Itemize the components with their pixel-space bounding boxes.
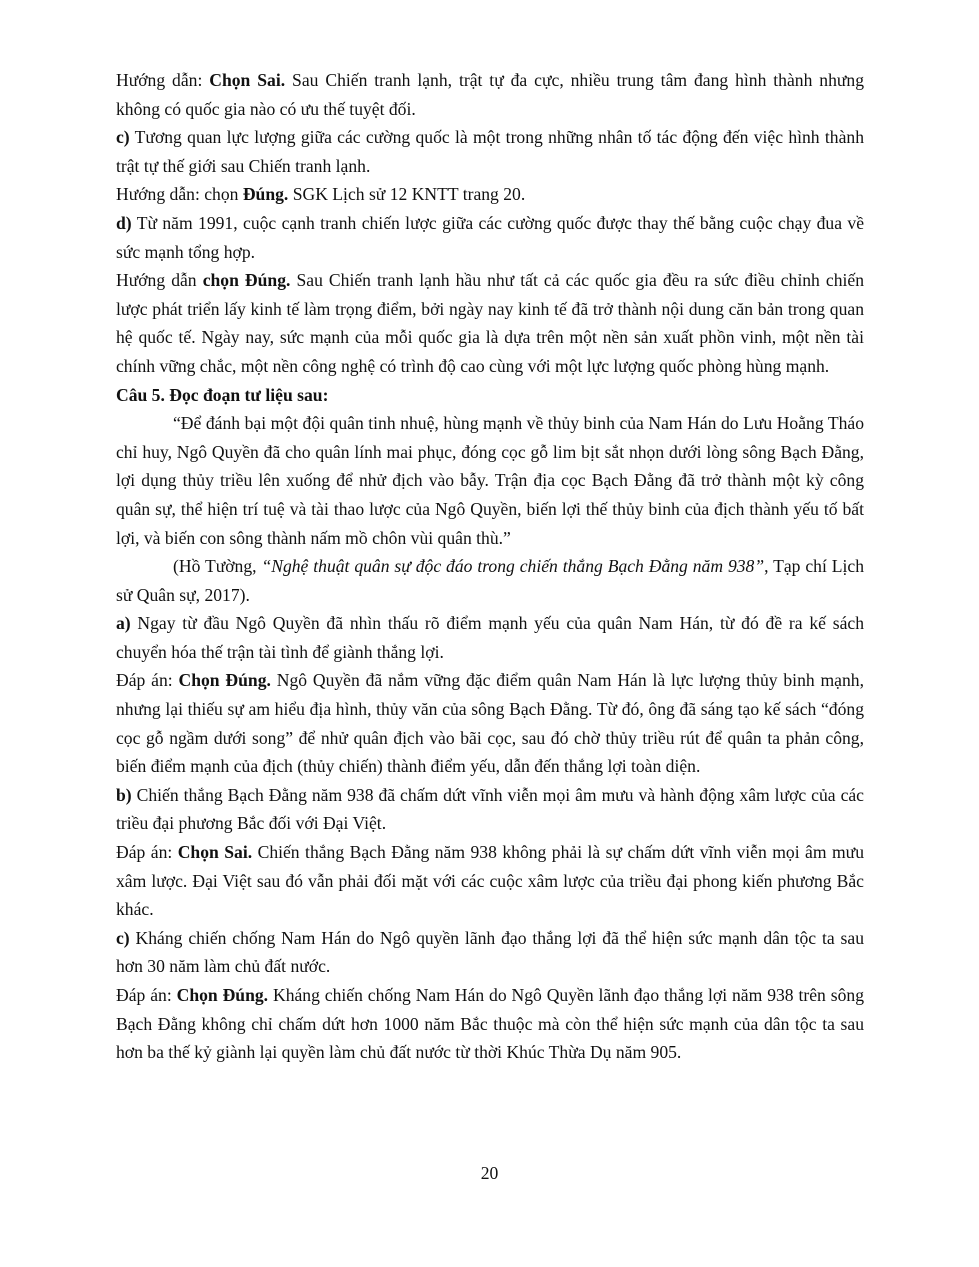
statement-marker: b) xyxy=(116,784,132,805)
source-citation: (Hồ Tường, “Nghệ thuật quân sự độc đáo trong chiến thắng Bạch Đằng năm 938”, Tạp chí Lịch sử Quân sự, 2017). xyxy=(116,556,864,605)
answer-text: Kháng chiến chống Nam Hán do Ngô Quyền lãnh đạo thắng lợi năm 938 trên sông Bạch Đằng không chỉ chấm dứt hơn 1000 năm Bắc thuộc mà còn thể hiện sức mạnh của dân tộc ta sau hơn ba thế kỷ giành lại quyền làm chủ đất nước từ thời Khúc Thừa Dụ năm 905. xyxy=(116,985,864,1063)
statement-a xyxy=(116,609,864,666)
guidance-text: Sau Chiến tranh lạnh hầu như tất cả các quốc gia đều ra sức điều chỉnh chiến lược phát triển lấy kinh tế làm trọng điểm, bởi ngày nay kinh tế đã trở thành nội dung căn bản trong quan hệ quốc tế. Ngày nay, sức mạnh của mỗi quốc gia là dựa trên một nền sản xuất phồn vinh, một nền tài chính vững chắc, một nền công nghệ có trình độ cao cùng với một lực lượng quốc phòng hùng mạnh. xyxy=(116,270,865,376)
citation-title: “Nghệ thuật quân sự độc đáo trong chiến thắng Bạch Đằng năm 938” xyxy=(261,556,765,577)
page-number: 20 xyxy=(480,1163,499,1183)
answer-paragraph xyxy=(116,981,864,1067)
statement-marker: c) xyxy=(116,127,130,148)
guidance-label: Hướng dẫn: xyxy=(116,70,210,90)
statement-d xyxy=(116,209,864,266)
answer-verdict: Chọn Đúng. xyxy=(176,985,269,1005)
statement-text: Ngay từ đầu Ngô Quyền đã nhìn thấu rõ điểm mạnh yếu của quân Nam Hán, từ đó đề ra kế sách chuyển hóa thế trận tài tình để giành thắng lợi. xyxy=(116,613,864,662)
answer-verdict: Chọn Sai. xyxy=(177,842,253,863)
answer-paragraph xyxy=(116,838,864,924)
answer-text: Ngô Quyền đã nắm vững đặc điểm quân Nam Hán là lực lượng thủy binh mạnh, nhưng lại thiếu sự am hiểu địa hình, thủy văn của sông Bạch Đằng. Từ đó, ông đã sáng tạo kế sách “đóng cọc gỗ ngầm dưới song” để nhử quân địch vào bãi cọc, sau đó chờ thủy triều rút để quân ta phản công, biến điểm mạnh của địch (thủy chiến) thành điểm yếu, dẫn đến thắng lợi toàn diện. xyxy=(116,670,864,777)
guidance-paragraph xyxy=(116,266,864,380)
statement-c xyxy=(116,123,864,180)
answer-text: Chiến thắng Bạch Đằng năm 938 không phải là sự chấm dứt vĩnh viễn mọi âm mưu xâm lược. Đại Việt sau đó vẫn phải đối mặt với các cuộc xâm lược của triều đại phong kiến phương Bắc khác. xyxy=(116,842,865,920)
guidance-paragraph xyxy=(116,180,864,209)
answer-label: Đáp án: xyxy=(116,670,179,691)
statement-b xyxy=(116,781,864,838)
source-quote: “Để đánh bại một đội quân tinh nhuệ, hùng mạnh về thủy binh của Nam Hán do Lưu Hoằng Tháo chỉ huy, Ngô Quyền đã cho quân lính mai phục, đóng cọc gỗ lim bịt sắt nhọn dưới lòng sông Bạch Đằng, lợi dụng thủy triều lên xuống để nhử địch vào bẫy. Trận địa cọc Bạch Đằng đã trở thành một kỳ công quân sự, thể hiện trí tuệ và tài thao lược của Ngô Quyền, biến lợi thế thủy binh của địch thành yếu tố bất lợi, và biến con sông thành nấm mồ chôn vùi quân thù.” xyxy=(116,413,864,548)
guidance-paragraph xyxy=(116,66,864,123)
statement-text: Chiến thắng Bạch Đằng năm 938 đã chấm dứt vĩnh viễn mọi âm mưu và hành động xâm lược của các triều đại phương Bắc đối với Đại Việt. xyxy=(116,784,864,834)
answer-label: Đáp án: xyxy=(116,842,178,863)
statement-marker: a) xyxy=(116,613,131,634)
answer-verdict: Chọn Sai. xyxy=(209,70,286,90)
statement-text: Kháng chiến chống Nam Hán do Ngô quyền lãnh đạo thắng lợi đã thể hiện sức mạnh dân tộc ta sau hơn 30 năm làm chủ đất nước. xyxy=(116,927,864,977)
statement-c xyxy=(116,924,864,981)
answer-verdict: chọn Đúng. xyxy=(202,270,291,291)
statement-text: Từ năm 1991, cuộc cạnh tranh chiến lược giữa các cường quốc được thay thế bằng cuộc chạy đua về sức mạnh tổng hợp. xyxy=(116,212,864,262)
answer-paragraph xyxy=(116,666,864,780)
guidance-text: SGK Lịch sử 12 KNTT trang 20. xyxy=(288,184,526,205)
guidance-text: Sau Chiến tranh lạnh, trật tự đa cực, nhiều trung tâm đang hình thành nhưng không có quốc gia nào có ưu thế tuyệt đối. xyxy=(116,70,865,119)
document-page xyxy=(116,66,864,1067)
statement-text: Tương quan lực lượng giữa các cường quốc là một trong những nhân tố tác động đến việc hình thành trật tự thế giới sau Chiến tranh lạnh. xyxy=(116,127,864,176)
answer-verdict: Đúng. xyxy=(242,184,289,205)
question-heading: Câu 5. Đọc đoạn tư liệu sau: xyxy=(116,384,329,405)
statement-marker: c) xyxy=(116,927,130,948)
guidance-label: Hướng dẫn xyxy=(116,270,203,291)
statement-marker: d) xyxy=(116,212,132,233)
answer-verdict: Chọn Đúng. xyxy=(178,670,271,691)
guidance-label: Hướng dẫn: chọn xyxy=(116,184,243,205)
answer-label: Đáp án: xyxy=(116,985,177,1005)
